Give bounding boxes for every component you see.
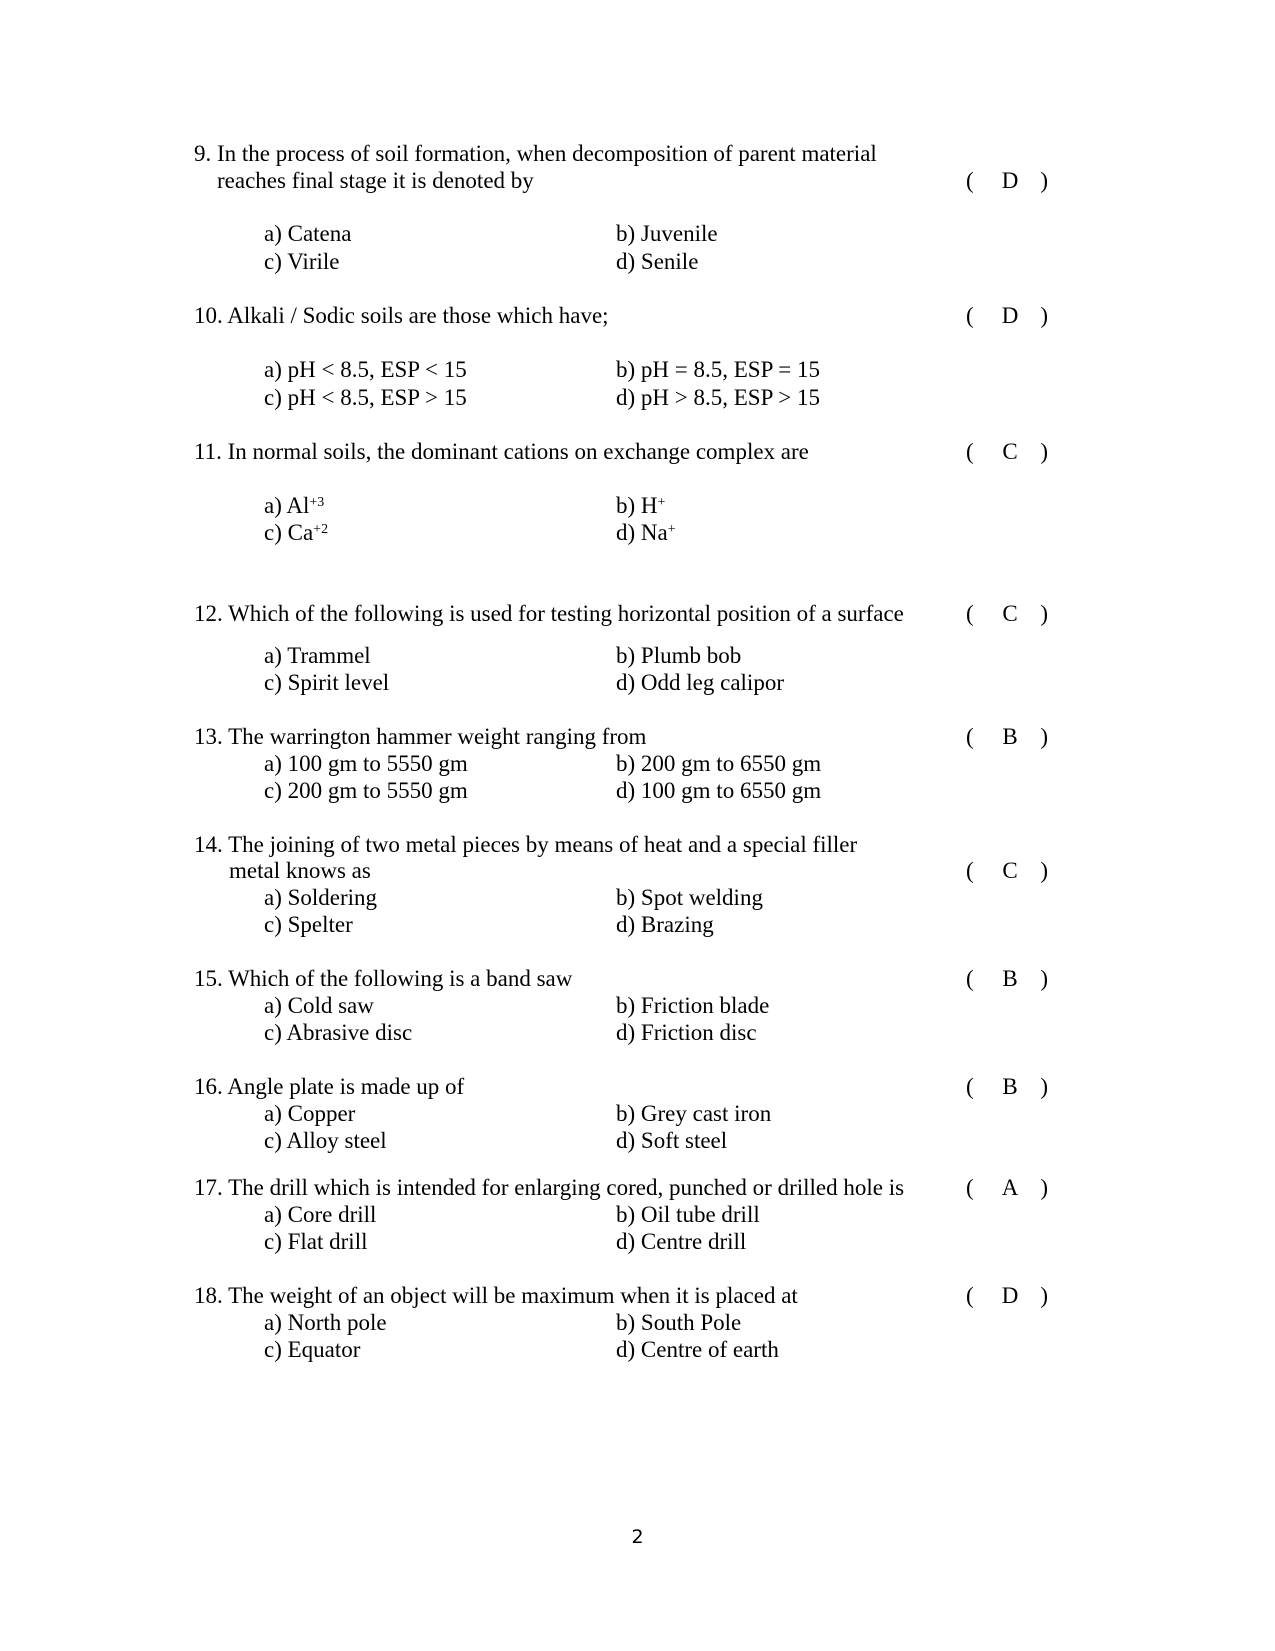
answer-letter: B: [1002, 724, 1018, 749]
option-a: a) pH < 8.5, ESP < 15: [264, 357, 467, 382]
option-b: b) pH = 8.5, ESP = 15: [616, 357, 820, 382]
question-stem: 9. In the process of soil formation, when decomposition of parent material: [194, 141, 877, 166]
question-stem: 13. The warrington hammer weight ranging from: [194, 724, 647, 749]
option-a: a) Core drill: [264, 1202, 377, 1227]
option-d: d) Centre of earth: [616, 1337, 779, 1362]
option-c: c) Alloy steel: [264, 1128, 387, 1153]
option-c: c) Spelter: [264, 912, 353, 937]
question-stem: 16. Angle plate is made up of: [194, 1074, 465, 1099]
answer-letter: C: [1002, 601, 1018, 626]
answer-box: ( D ): [966, 303, 1048, 328]
option-c: c) Flat drill: [264, 1229, 368, 1254]
answer-box: ( C ): [966, 601, 1048, 626]
option-d: d) 100 gm to 6550 gm: [616, 778, 822, 803]
answer-box: ( D ): [966, 168, 1048, 193]
answer-box: ( D ): [966, 1283, 1048, 1308]
question-stem: 11. In normal soils, the dominant cations on exchange complex are: [194, 439, 809, 464]
answer-box: ( A ): [966, 1175, 1048, 1200]
answer-letter: D: [1001, 1283, 1019, 1308]
option-b: b) Grey cast iron: [616, 1101, 772, 1126]
option-c: c) pH < 8.5, ESP > 15: [264, 385, 467, 410]
option-b: b) Oil tube drill: [616, 1202, 760, 1227]
question-stem: 10. Alkali / Sodic soils are those which have;: [194, 303, 609, 328]
answer-letter: D: [1001, 168, 1019, 193]
option-a: a) Soldering: [264, 885, 378, 910]
option-a: a) Copper: [264, 1101, 356, 1126]
answer-box: ( B ): [966, 724, 1048, 749]
option-a: a) Trammel: [264, 643, 371, 668]
answer-letter: B: [1002, 1074, 1018, 1099]
option-d: d) Senile: [616, 249, 699, 274]
answer-letter: D: [1001, 303, 1019, 328]
option-d: d) Odd leg calipor: [616, 670, 784, 695]
option-c: c) Abrasive disc: [264, 1020, 413, 1045]
option-a: a) North pole: [264, 1310, 387, 1335]
question-stem: 14. The joining of two metal pieces by means of heat and a special filler: [194, 832, 858, 857]
option-b: b) Friction blade: [616, 993, 770, 1018]
option-b: b) Plumb bob: [616, 643, 742, 668]
option-b: b) Spot welding: [616, 885, 763, 910]
option-b: b) 200 gm to 6550 gm: [616, 751, 822, 776]
option-c: c) $Ca^{+2}$: [264, 520, 329, 545]
superscript: +2: [313, 522, 329, 537]
answer-letter: A: [1001, 1175, 1019, 1200]
page-number: 2: [631, 1526, 644, 1548]
answer-letter: B: [1002, 966, 1018, 991]
option-a: a) $Al^{+3}$: [264, 493, 325, 518]
answer-box: ( C ): [966, 858, 1048, 883]
option-d: d) Brazing: [616, 912, 714, 937]
option-d: d) Centre drill: [616, 1229, 747, 1254]
option-b: b) Juvenile: [616, 221, 718, 246]
answer-box: ( B ): [966, 966, 1048, 991]
answer-letter: C: [1002, 858, 1018, 883]
question-stem: 15. Which of the following is a band saw: [194, 966, 573, 991]
option-b: b) H+: [616, 493, 666, 518]
question-stem-continuation: reaches final stage it is denoted by: [217, 168, 534, 193]
superscript: +: [667, 522, 676, 537]
question-stem-continuation: metal knows as: [229, 858, 371, 883]
option-a: a) Cold saw: [264, 993, 374, 1018]
option-d: d) Friction disc: [616, 1020, 757, 1045]
option-d: d) Na+: [616, 520, 676, 545]
option-c: c) Equator: [264, 1337, 361, 1362]
question-stem: 18. The weight of an object will be maximum when it is placed at: [194, 1283, 798, 1308]
answer-box: ( C ): [966, 439, 1048, 464]
answer-box: ( B ): [966, 1074, 1048, 1099]
option-b: b) South Pole: [616, 1310, 742, 1335]
question-stem: 17. The drill which is intended for enlarging cored, punched or drilled hole is: [194, 1175, 905, 1200]
question-stem: 12. Which of the following is used for testing horizontal position of a surface: [194, 601, 904, 626]
option-a: a) 100 gm to 5550 gm: [264, 751, 468, 776]
option-c: c) Spirit level: [264, 670, 390, 695]
option-c: c) 200 gm to 5550 gm: [264, 778, 468, 803]
superscript: +3: [309, 495, 325, 510]
option-a: a) Catena: [264, 221, 352, 246]
option-d: d) Soft steel: [616, 1128, 728, 1153]
superscript: +: [657, 495, 666, 510]
option-d: d) pH > 8.5, ESP > 15: [616, 385, 820, 410]
answer-letter: C: [1002, 439, 1018, 464]
option-c: c) Virile: [264, 249, 340, 274]
